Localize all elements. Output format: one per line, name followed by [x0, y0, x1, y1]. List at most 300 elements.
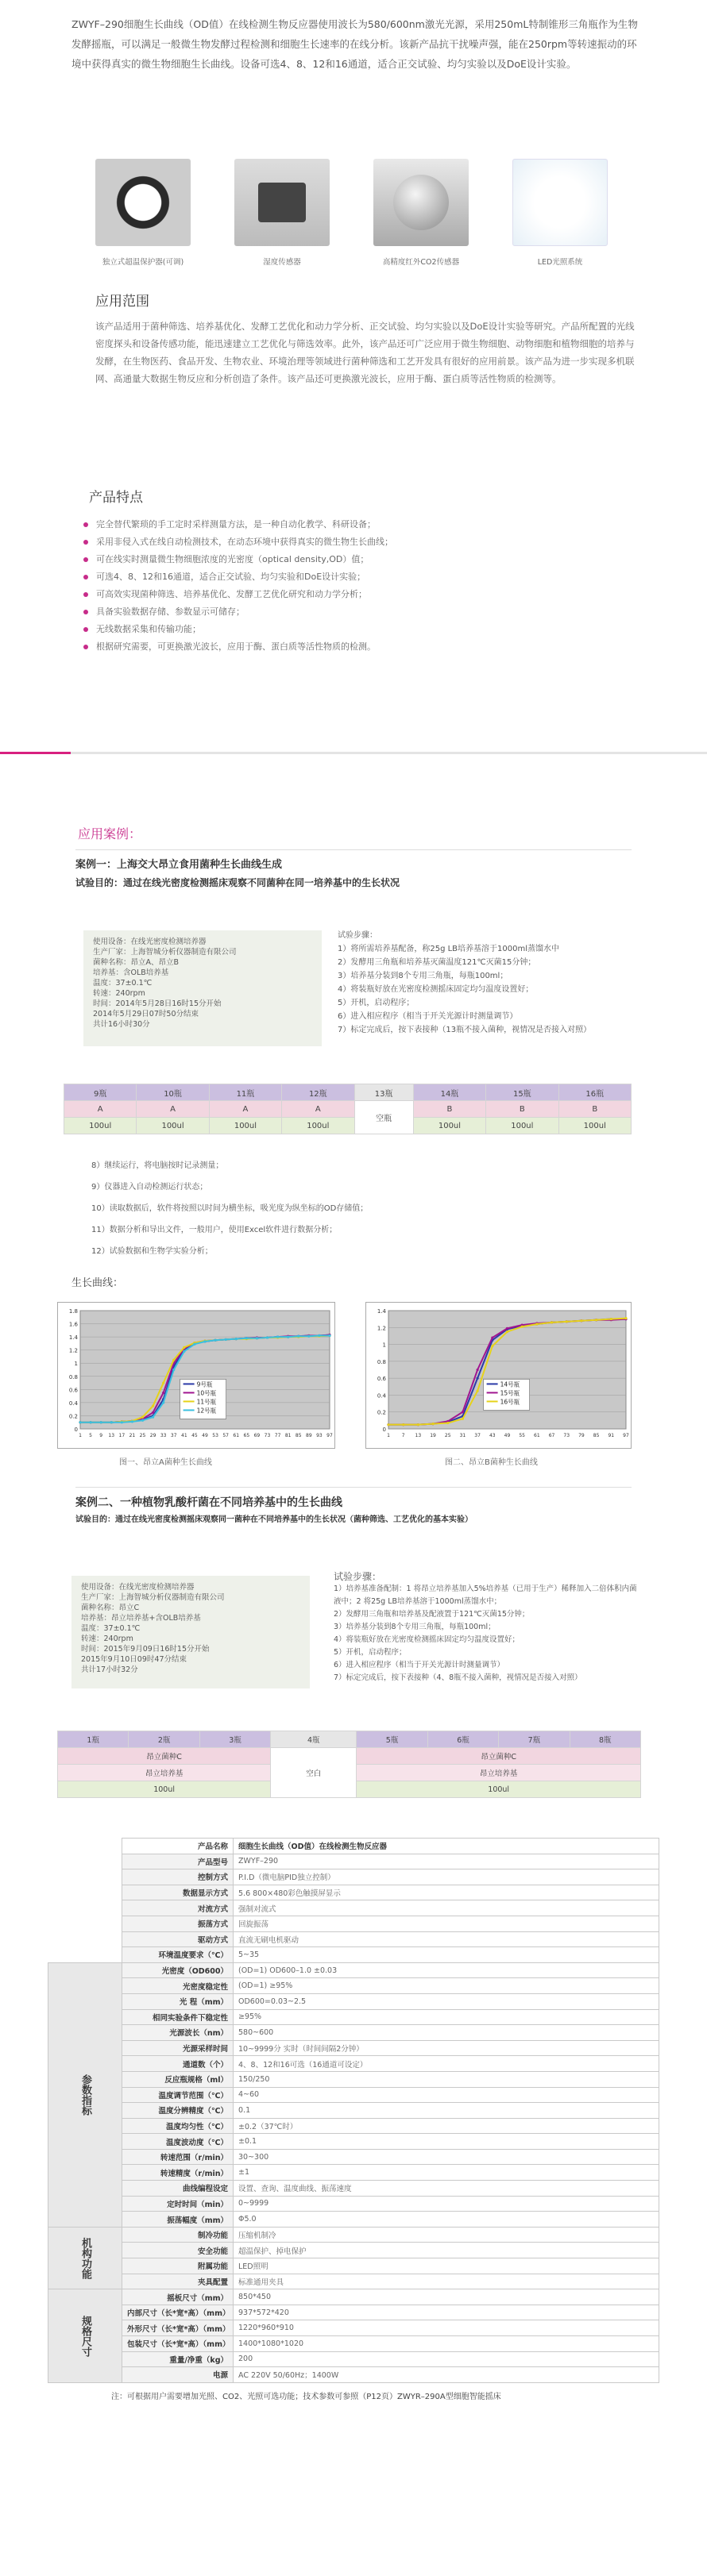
spacer-cell [48, 1947, 122, 1963]
case2-steps [334, 1570, 643, 1685]
table-row [48, 2258, 659, 2274]
table-cell: 昂立菌种C [58, 1748, 271, 1765]
case2-inoculation-table [57, 1731, 641, 1798]
case2-title: 案例二、一种植物乳酸杆菌在不同培养基中的生长曲线 [75, 1496, 342, 1509]
table-row [48, 2305, 659, 2320]
spec-value: (OD=1) ≥95% [234, 1978, 659, 1994]
table-row [48, 2134, 659, 2150]
spec-group-label: 机构功能 [48, 2227, 122, 2289]
spec-value: LED照明 [234, 2258, 659, 2274]
info-line: 温度：37±0.1℃ [81, 1624, 141, 1633]
y-tick-label: 1 [74, 1361, 78, 1368]
legend-label: 11号瓶 [196, 1398, 217, 1406]
data-point [141, 1419, 144, 1422]
step-item: 2）发酵用三角瓶和培养基及配液置于121℃灭菌15分钟； [334, 1610, 530, 1619]
case1-title: 案例一：上海交大昂立食用菌种生长曲线生成 [75, 859, 283, 871]
intro-paragraph: ZWYF–290细胞生长曲线（OD值）在线检测生物反应器使用波长为580/600nm激光光源，采用250mL特制锥形三角瓶作为生物发酵摇瓶，可以满足一般微生物发酵过程检测和细胞生长速率的在线分析。该新产品抗干扰噪声强，能在250rpm等转速振动的环境中获得真实的微生物细胞生长曲线。设备可选4、8、12和16通道，适合正交试验、均匀实验以及DoE设计实验。 [71, 18, 638, 70]
table-row [48, 2243, 659, 2258]
y-tick-label: 0 [382, 1427, 386, 1433]
info-line: 培养基：昂立培养基+含OLB培养基 [81, 1614, 201, 1623]
y-tick-label: 1.8 [68, 1308, 78, 1315]
table-row [48, 2336, 659, 2352]
x-tick-label: 53 [212, 1433, 218, 1438]
data-point [172, 1358, 175, 1361]
data-point [89, 1421, 91, 1423]
spec-value: 850*450 [234, 2289, 659, 2305]
spec-label: 夹具配置 [122, 2274, 234, 2289]
info-line: 温度：37±0.1℃ [93, 979, 153, 988]
spec-label: 光源采样时间 [122, 2040, 234, 2056]
info-line: 使用设备：在线光密度检测培养器 [81, 1583, 195, 1592]
spec-value: 压缩机制冷 [234, 2227, 659, 2243]
spec-label: 通道数（个） [122, 2056, 234, 2072]
features-list [83, 516, 639, 656]
info-line: 时间：2015年9月09日16时15分开始 [81, 1645, 210, 1654]
x-tick-label: 37 [474, 1433, 481, 1438]
spec-value: (OD=1) OD600–1.0 ±0.03 [234, 1962, 659, 1978]
table-row [48, 2165, 659, 2181]
x-tick-label: 45 [191, 1433, 198, 1438]
spec-label: 附属功能 [122, 2258, 234, 2274]
step-item: 6）进入相应程序（相当于开关光源计时测量调节） [334, 1661, 505, 1669]
info-line: 使用设备：在线光密度检测培养器 [93, 938, 207, 946]
spec-label: 制冷功能 [122, 2227, 234, 2243]
case2-info-box [71, 1576, 310, 1688]
x-tick-label: 49 [202, 1433, 208, 1438]
x-tick-label: 1 [387, 1433, 390, 1438]
data-point [491, 1336, 493, 1338]
data-point [535, 1323, 538, 1325]
spec-label: 摇板尺寸（mm） [122, 2289, 234, 2305]
spec-label: 温度分辨精度（℃） [122, 2103, 234, 2119]
spec-value: 标准通用夹具 [234, 2274, 659, 2289]
table-row [48, 1900, 659, 1916]
data-point [256, 1337, 258, 1339]
spacer-cell [48, 1885, 122, 1900]
step-item: 9）仪器进入自动检测运行状态； [91, 1183, 208, 1192]
spec-value: 5~35 [234, 1947, 659, 1963]
steps-title: 试验步骤： [334, 1571, 382, 1582]
x-tick-label: 85 [295, 1433, 302, 1438]
chart-strain-b [365, 1302, 632, 1449]
spec-value: 580~600 [234, 2025, 659, 2041]
spec-label: 对流方式 [122, 1900, 234, 1916]
spec-value: 回旋振荡 [234, 1916, 659, 1931]
spec-label: 转速范围（r/min） [122, 2149, 234, 2165]
spacer-cell [48, 1839, 122, 1854]
data-point [328, 1334, 330, 1337]
list-item: 可选4、8、12和16通道，适合正交试验、均匀实验和DoE设计实验； [83, 568, 639, 586]
step-item: 7）标定完成后，按下表接种（13瓶不接入菌种，视情况是否接入对照） [338, 1026, 592, 1034]
x-tick-label: 1 [79, 1433, 82, 1438]
table-cell: 6瓶 [427, 1731, 498, 1748]
data-point [387, 1423, 389, 1426]
data-point [417, 1423, 419, 1426]
data-point [131, 1420, 133, 1423]
spec-value: OD600=0.03~2.5 [234, 1993, 659, 2009]
thumb-caption: 湿度传感器 [263, 258, 301, 267]
list-item: 具备实验数据存储、参数显示可储存； [83, 603, 639, 621]
spec-value: 强制对流式 [234, 1900, 659, 1916]
table-cell: 9瓶 [64, 1084, 137, 1101]
data-point [266, 1336, 269, 1338]
x-tick-label: 25 [444, 1433, 451, 1438]
y-tick-label: 0.4 [68, 1400, 78, 1407]
x-tick-label: 17 [118, 1433, 126, 1438]
legend-label: 9号瓶 [196, 1380, 213, 1388]
spec-label: 环境温度要求（℃） [122, 1947, 234, 1963]
step-item: 7）标定完成后，按下表接种（4、8瓶不接入菌种，视情况是否接入对照） [334, 1673, 582, 1682]
spec-value: 0~9999 [234, 2196, 659, 2212]
legend-label: 16号瓶 [500, 1398, 520, 1406]
data-point [307, 1335, 310, 1338]
data-point [162, 1392, 164, 1394]
data-point [235, 1338, 238, 1340]
x-tick-label: 79 [578, 1433, 585, 1438]
table-row [48, 1931, 659, 1947]
step-item: 1）培养基准备配制：1 将昂立培养基加入5%培养基（已用于生产）稀释加入二倍体积内菌液中；2 将25g LB培养基溶于1000ml蒸馏水中； [334, 1584, 637, 1606]
y-tick-label: 0.2 [68, 1413, 78, 1420]
spec-label: 温度调节范围（℃） [122, 2087, 234, 2103]
case1-post-steps [91, 1155, 632, 1262]
table-cell: A [282, 1101, 354, 1118]
x-tick-label: 97 [326, 1433, 333, 1438]
spec-label: 产品型号 [122, 1854, 234, 1869]
list-item: 可高效实现菌种筛选、培养基优化、发酵工艺优化研究和动力学分析； [83, 586, 639, 603]
spec-value: 937*572*420 [234, 2305, 659, 2320]
spec-label: 相同实验条件下稳定性 [122, 2009, 234, 2025]
table-cell: 2瓶 [129, 1731, 199, 1748]
data-point [79, 1421, 81, 1423]
step-item: 12）试验数据和生物学实验分析； [91, 1247, 213, 1256]
x-tick-label: 29 [149, 1433, 156, 1438]
data-point [162, 1381, 164, 1384]
table-cell: B [558, 1101, 631, 1118]
info-line: 转速：240rpm [93, 989, 145, 998]
data-point [477, 1390, 479, 1392]
table-row [48, 2103, 659, 2119]
table-row [48, 2009, 659, 2025]
step-item: 4）将装瓶好放在光密度检测摇床固定均匀温度设置好； [334, 1635, 520, 1644]
table-cell: A [64, 1101, 137, 1118]
x-tick-label: 61 [534, 1433, 540, 1438]
step-item: 6）进入相应程序（相当于开关光源计时测量调节） [338, 1012, 518, 1021]
x-tick-label: 21 [129, 1433, 136, 1438]
thumb-caption: LED光照系统 [537, 258, 583, 267]
x-tick-label: 7 [401, 1433, 405, 1438]
spec-label: 重量/净重（kg） [122, 2351, 234, 2367]
section-divider [0, 752, 707, 754]
table-cell: 100ul [58, 1781, 271, 1798]
x-tick-label: 69 [253, 1433, 261, 1438]
table-row [48, 2040, 659, 2056]
spec-label: 产品名称 [122, 1839, 234, 1854]
legend-label: 10号瓶 [196, 1389, 217, 1397]
info-line: 时间：2014年5月28日16时15分开始 [93, 999, 222, 1008]
chart-strain-a [57, 1302, 335, 1449]
x-tick-label: 57 [222, 1433, 229, 1438]
data-point [431, 1423, 434, 1425]
x-tick-label: 55 [519, 1433, 526, 1438]
spec-value: 5.6 800×480彩色触摸屏显示 [234, 1885, 659, 1900]
x-tick-label: 13 [108, 1433, 115, 1438]
data-point [521, 1326, 523, 1328]
data-point [100, 1421, 102, 1423]
x-tick-label: 77 [274, 1433, 281, 1438]
x-tick-label: 61 [233, 1433, 240, 1438]
data-point [566, 1320, 568, 1323]
spec-label: 温度波动度（℃） [122, 2134, 234, 2150]
data-point [402, 1423, 404, 1426]
spec-label: 光密度稳定性 [122, 1978, 234, 1994]
data-point [446, 1422, 449, 1424]
spec-label: 曲线编程设定 [122, 2181, 234, 2197]
spec-value: 1220*960*910 [234, 2320, 659, 2336]
table-cell: 100ul [413, 1118, 485, 1134]
data-point [595, 1319, 597, 1321]
table-cell: 空瓶 [354, 1101, 413, 1134]
table-row [48, 2351, 659, 2367]
spec-value: P.I.D（微电脑PID独立控制） [234, 1869, 659, 1885]
table-cell: 昂立培养基 [58, 1765, 271, 1781]
spec-value: ≥95% [234, 2009, 659, 2025]
table-cell: 15瓶 [486, 1084, 558, 1101]
case1-steps [338, 929, 639, 1037]
data-point [152, 1411, 154, 1414]
thumb-caption: 独立式超温保护器(可调) [102, 258, 184, 267]
list-item: 完全替代繁琐的手工定时采样测量方法，是一种自动化教学、科研设备； [83, 516, 639, 533]
spec-label: 反应瓶规格（ml） [122, 2071, 234, 2087]
spec-value: ±0.1 [234, 2134, 659, 2150]
spacer-cell [48, 1916, 122, 1931]
table-cell: 14瓶 [413, 1084, 485, 1101]
table-row [48, 1854, 659, 1869]
data-point [141, 1416, 144, 1419]
led-lighting-image [512, 159, 608, 246]
table-row [48, 1978, 659, 1994]
x-tick-label: 31 [459, 1433, 466, 1438]
x-tick-label: 9 [99, 1433, 103, 1438]
x-tick-label: 33 [160, 1433, 167, 1438]
table-row [48, 1947, 659, 1963]
info-line: 生产厂家：上海智城分析仪器制造有限公司 [93, 948, 237, 957]
y-tick-label: 0 [74, 1427, 78, 1433]
table-row [48, 1962, 659, 1978]
table-cell: B [413, 1101, 485, 1118]
info-line: 菌种名称：昂立C [81, 1604, 140, 1612]
step-item: 1）将所需培养基配备，称25g LB培养基溶于1000ml蒸馏水中 [338, 945, 560, 953]
data-point [110, 1421, 113, 1423]
step-item: 4）将装瓶好放在光密度检测摇床固定均匀温度设置好； [338, 985, 534, 994]
table-row [48, 2227, 659, 2243]
thumb-caption: 高精度红外CO2传感器 [382, 258, 460, 267]
spec-value: 4~60 [234, 2087, 659, 2103]
spacer-cell [48, 1869, 122, 1885]
table-row [48, 2196, 659, 2212]
x-tick-label: 89 [306, 1433, 312, 1438]
table-cell: 100ul [282, 1118, 354, 1134]
x-tick-label: 13 [415, 1433, 422, 1438]
data-point [318, 1334, 320, 1337]
data-point [477, 1369, 479, 1371]
data-point [287, 1336, 289, 1338]
spec-value: ZWYF–290 [234, 1854, 659, 1869]
spec-value: 1400*1080*1020 [234, 2336, 659, 2352]
data-point [297, 1335, 299, 1338]
spec-value: 设置、查询、温度曲线、振荡速度 [234, 2181, 659, 2197]
y-tick-label: 0.6 [377, 1376, 386, 1383]
table-cell: 昂立培养基 [357, 1765, 641, 1781]
spec-label: 数据显示方式 [122, 1885, 234, 1900]
data-point [172, 1369, 175, 1371]
specs-table [48, 1838, 659, 2383]
data-point [214, 1339, 216, 1342]
table-row [48, 2212, 659, 2228]
table-cell: A [137, 1101, 209, 1118]
y-tick-label: 0.8 [377, 1358, 386, 1365]
temperature-protector-image [95, 159, 191, 246]
co2-sensor-image [373, 159, 469, 246]
features-title: 产品特点 [89, 490, 143, 506]
case1-inoculation-table [64, 1084, 632, 1134]
spec-group-label: 参数指标 [48, 1962, 122, 2227]
y-tick-label: 0.2 [377, 1409, 386, 1416]
spec-label: 安全功能 [122, 2243, 234, 2258]
spec-value: 超温保护、掉电保护 [234, 2243, 659, 2258]
spacer-cell [48, 1931, 122, 1947]
table-row [48, 2181, 659, 2197]
specs-note: 注：可根据用户需要增加光照、CO2、光照可选功能；技术参数可参照（P12页）ZWYR–290A型细胞智能摇床 [111, 2392, 501, 2401]
y-tick-label: 1.4 [377, 1308, 386, 1315]
case2-purpose: 试验目的：通过在线光密度检测摇床观察同一菌种在不同培养基中的生长状况（菌种筛选、工艺优化的基本实验） [75, 1515, 473, 1524]
table-row [48, 2274, 659, 2289]
data-point [183, 1350, 185, 1353]
spacer-cell [48, 1900, 122, 1916]
table-cell: 12瓶 [282, 1084, 354, 1101]
table-cell: 100ul [558, 1118, 631, 1134]
spec-label: 转速精度（r/min） [122, 2165, 234, 2181]
case1-purpose: 试验目的：通过在线光密度检测摇床观察不同菌种在同一培养基中的生长状况 [75, 877, 400, 888]
table-cell: 100ul [64, 1118, 137, 1134]
data-point [245, 1337, 248, 1339]
step-item: 3）培养基分装到8个专用三角瓶，每瓶100ml； [338, 972, 508, 980]
spec-label: 外形尺寸（长*宽*高）（mm） [122, 2320, 234, 2336]
spec-value: 4、8、12和16可选（16通道可设定） [234, 2056, 659, 2072]
step-item: 8）继续运行，将电脑按时记录测量； [91, 1161, 224, 1170]
chart-caption-b: 图二、昂立B菌种生长曲线 [445, 1458, 538, 1467]
table-row [48, 2289, 659, 2305]
steps-title: 试验步骤： [338, 931, 377, 940]
data-point [152, 1416, 154, 1419]
list-item: 根据研究需要，可更换激光波长，应用于酶、蛋白质等活性物质的检测。 [83, 638, 639, 656]
x-tick-label: 43 [489, 1433, 496, 1438]
x-tick-label: 5 [89, 1433, 92, 1438]
x-tick-label: 97 [623, 1433, 629, 1438]
info-line: 2014年5月29日07时50分结束 [93, 1010, 199, 1018]
table-row [48, 2149, 659, 2165]
application-title: 应用范围 [95, 294, 149, 310]
table-cell: 13瓶 [354, 1084, 413, 1101]
case1-header [75, 849, 632, 891]
table-cell: 8瓶 [570, 1731, 640, 1748]
table-row [48, 2367, 659, 2383]
table-cell: 100ul [137, 1118, 209, 1134]
x-tick-label: 81 [284, 1433, 292, 1438]
info-line: 转速：240rpm [81, 1635, 133, 1643]
spec-label: 振荡方式 [122, 1916, 234, 1931]
step-item: 5）开机，启动程序； [338, 999, 415, 1007]
y-tick-label: 0.8 [68, 1373, 78, 1380]
table-row [48, 1885, 659, 1900]
table-cell: 5瓶 [357, 1731, 427, 1748]
spec-label: 驱动方式 [122, 1931, 234, 1947]
spec-value: AC 220V 50/60Hz；1400W [234, 2367, 659, 2383]
y-tick-label: 1.2 [377, 1325, 386, 1332]
data-point [624, 1317, 627, 1319]
spec-label: 内部尺寸（长*宽*高）（mm） [122, 2305, 234, 2320]
spec-value: 30~300 [234, 2149, 659, 2165]
y-tick-label: 1 [382, 1342, 386, 1349]
case2-header [75, 1487, 632, 1529]
spec-label: 光源波长（nm） [122, 2025, 234, 2041]
x-tick-label: 65 [243, 1433, 250, 1438]
spec-label: 电源 [122, 2367, 234, 2383]
spec-group-label: 规格尺寸 [48, 2289, 122, 2383]
table-cell: A [209, 1101, 281, 1118]
spec-value: 直流无刷电机驱动 [234, 1931, 659, 1947]
step-item: 3）培养基分装到8个专用三角瓶，每瓶100ml； [334, 1623, 496, 1631]
humidity-sensor-image [234, 159, 330, 246]
step-item: 10）读取数据后，软件将按照以时间为横坐标，吸光度为纵坐标的OD存储值； [91, 1204, 369, 1213]
list-item: 采用非侵入式在线自动检测技术，在动态环境中获得真实的微生物生长曲线； [83, 533, 639, 551]
table-row [48, 1916, 659, 1931]
info-line: 培养基：含OLB培养基 [93, 968, 169, 977]
specs-section [0, 1838, 707, 2401]
spec-value: 10~9999分 实时（时间间隔2分钟） [234, 2040, 659, 2056]
table-row [48, 1839, 659, 1854]
spec-value: 200 [234, 2351, 659, 2367]
list-item: 可在线实时测量微生物细胞浓度的光密度（optical density,OD）值； [83, 551, 639, 568]
table-row [48, 1869, 659, 1885]
table-cell: 100ul [209, 1118, 281, 1134]
table-row [48, 2025, 659, 2041]
table-row [48, 2071, 659, 2087]
step-item: 5）开机，启动程序； [334, 1648, 407, 1657]
table-row [48, 1993, 659, 2009]
spacer-cell [48, 1854, 122, 1869]
x-tick-label: 85 [593, 1433, 600, 1438]
data-point [506, 1327, 508, 1330]
table-cell: 昂立菌种C [357, 1748, 641, 1765]
spec-value: ±1 [234, 2165, 659, 2181]
step-item: 2）发酵用三角瓶和培养基灭菌温度121℃灭菌15分钟； [338, 958, 536, 967]
data-point [491, 1345, 493, 1347]
table-cell: 7瓶 [499, 1731, 570, 1748]
table-cell: 1瓶 [58, 1731, 129, 1748]
spec-value: 细胞生长曲线（OD值）在线检测生物反应器 [234, 1839, 659, 1854]
data-point [610, 1318, 612, 1320]
table-row [48, 2320, 659, 2336]
x-tick-label: 49 [504, 1433, 511, 1438]
spec-label: 控制方式 [122, 1869, 234, 1885]
feature-thumbnails [95, 159, 604, 270]
data-point [506, 1330, 508, 1333]
spec-label: 温度均匀性（℃） [122, 2118, 234, 2134]
spec-value: 150/250 [234, 2071, 659, 2087]
spec-label: 振荡幅度（mm） [122, 2212, 234, 2228]
x-tick-label: 67 [548, 1433, 555, 1438]
table-row [48, 2118, 659, 2134]
